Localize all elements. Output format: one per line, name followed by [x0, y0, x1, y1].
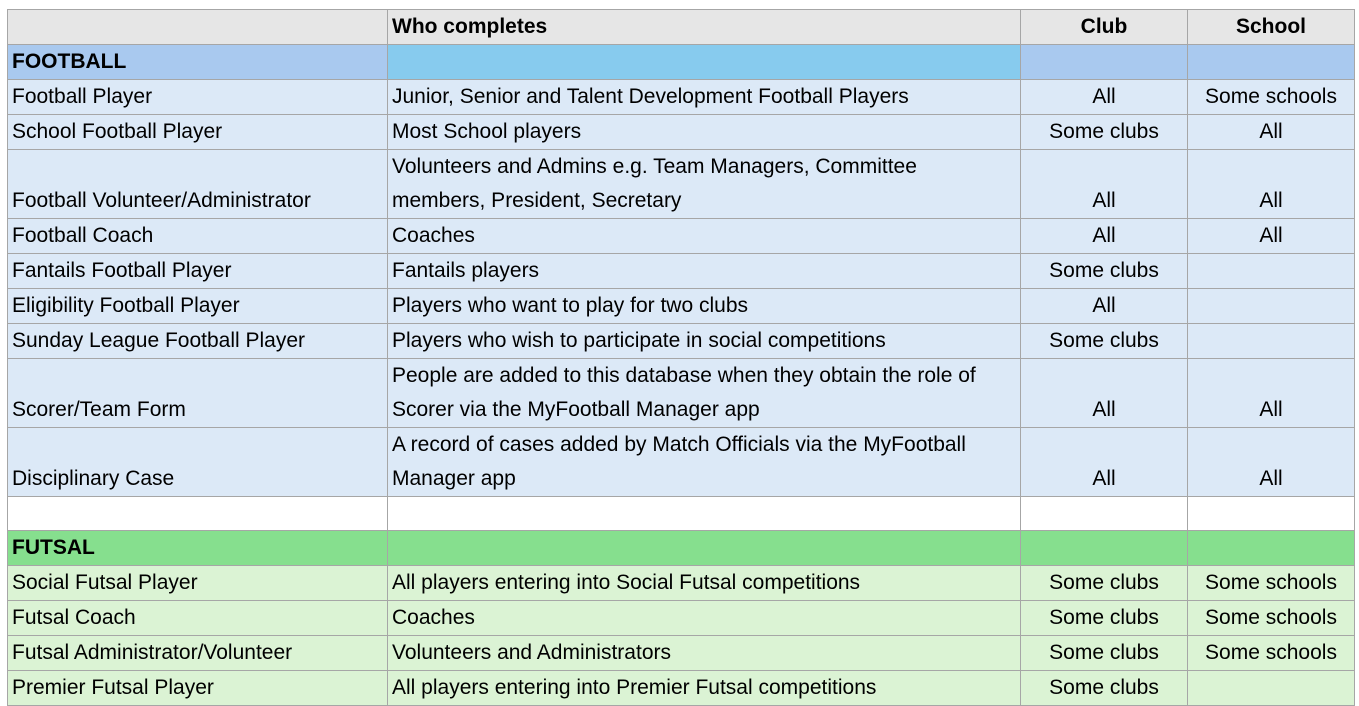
school-cell[interactable]: Some schools: [1188, 636, 1355, 671]
club-cell[interactable]: All: [1021, 359, 1188, 428]
type-cell[interactable]: Social Futsal Player: [8, 566, 388, 601]
empty-cell[interactable]: [388, 497, 1021, 531]
club-cell[interactable]: Some clubs: [1021, 601, 1188, 636]
school-cell[interactable]: Some schools: [1188, 601, 1355, 636]
type-cell[interactable]: Futsal Coach: [8, 601, 388, 636]
table-row: [8, 219, 1355, 254]
section-row-futsal: [8, 531, 1355, 566]
who-completes-cell[interactable]: Most School players: [388, 115, 1021, 150]
type-cell[interactable]: Football Volunteer/Administrator: [8, 150, 388, 219]
section-row-football: [8, 45, 1355, 80]
school-cell[interactable]: [1188, 254, 1355, 289]
who-completes-cell[interactable]: Players who want to play for two clubs: [388, 289, 1021, 324]
school-cell[interactable]: [1188, 671, 1355, 706]
club-cell[interactable]: All: [1021, 428, 1188, 497]
section-title-cell[interactable]: FOOTBALL: [8, 45, 388, 80]
school-cell[interactable]: [1188, 289, 1355, 324]
empty-cell[interactable]: [1188, 45, 1355, 80]
who-completes-cell[interactable]: All players entering into Social Futsal competitions: [388, 566, 1021, 601]
header-cell-type[interactable]: [8, 10, 388, 45]
header-cell-club[interactable]: Club: [1021, 10, 1188, 45]
type-cell[interactable]: Scorer/Team Form: [8, 359, 388, 428]
table-row: [8, 671, 1355, 706]
empty-cell[interactable]: [1021, 531, 1188, 566]
club-cell[interactable]: All: [1021, 219, 1188, 254]
header-row: [8, 10, 1355, 45]
table-row: [8, 150, 1355, 219]
empty-cell[interactable]: [388, 45, 1021, 80]
table-row: [8, 80, 1355, 115]
table-row: [8, 115, 1355, 150]
club-cell[interactable]: All: [1021, 150, 1188, 219]
table-row: [8, 566, 1355, 601]
who-completes-cell[interactable]: Volunteers and Admins e.g. Team Managers, Committee members, President, Secretary: [388, 150, 1021, 219]
who-completes-cell[interactable]: People are added to this database when they obtain the role of Scorer via the MyFootball Manager app: [388, 359, 1021, 428]
empty-cell[interactable]: [1021, 45, 1188, 80]
school-cell[interactable]: [1188, 324, 1355, 359]
who-completes-cell[interactable]: A record of cases added by Match Officials via the MyFootball Manager app: [388, 428, 1021, 497]
school-cell[interactable]: All: [1188, 219, 1355, 254]
who-completes-cell[interactable]: Junior, Senior and Talent Development Football Players: [388, 80, 1021, 115]
who-completes-cell[interactable]: Coaches: [388, 219, 1021, 254]
header-cell-who-completes[interactable]: Who completes: [388, 10, 1021, 45]
table-row: [8, 636, 1355, 671]
type-cell[interactable]: Futsal Administrator/Volunteer: [8, 636, 388, 671]
empty-cell[interactable]: [8, 497, 388, 531]
table-row: [8, 289, 1355, 324]
club-cell[interactable]: Some clubs: [1021, 254, 1188, 289]
who-completes-cell[interactable]: Volunteers and Administrators: [388, 636, 1021, 671]
school-cell[interactable]: Some schools: [1188, 80, 1355, 115]
type-cell[interactable]: Disciplinary Case: [8, 428, 388, 497]
type-cell[interactable]: Fantails Football Player: [8, 254, 388, 289]
club-cell[interactable]: Some clubs: [1021, 636, 1188, 671]
table-row: [8, 428, 1355, 497]
section-title-cell[interactable]: FUTSAL: [8, 531, 388, 566]
spreadsheet-table: [7, 9, 1355, 706]
club-cell[interactable]: Some clubs: [1021, 324, 1188, 359]
table-row: [8, 254, 1355, 289]
school-cell[interactable]: All: [1188, 428, 1355, 497]
who-completes-cell[interactable]: All players entering into Premier Futsal competitions: [388, 671, 1021, 706]
type-cell[interactable]: Eligibility Football Player: [8, 289, 388, 324]
empty-cell[interactable]: [388, 531, 1021, 566]
club-cell[interactable]: All: [1021, 289, 1188, 324]
school-cell[interactable]: All: [1188, 115, 1355, 150]
type-cell[interactable]: Football Coach: [8, 219, 388, 254]
empty-cell[interactable]: [1188, 497, 1355, 531]
school-cell[interactable]: Some schools: [1188, 566, 1355, 601]
empty-cell[interactable]: [1021, 497, 1188, 531]
school-cell[interactable]: All: [1188, 359, 1355, 428]
table-row: [8, 601, 1355, 636]
blank-row: [8, 497, 1355, 531]
header-cell-school[interactable]: School: [1188, 10, 1355, 45]
who-completes-cell[interactable]: Coaches: [388, 601, 1021, 636]
type-cell[interactable]: Sunday League Football Player: [8, 324, 388, 359]
empty-cell[interactable]: [1188, 531, 1355, 566]
club-cell[interactable]: Some clubs: [1021, 566, 1188, 601]
type-cell[interactable]: Premier Futsal Player: [8, 671, 388, 706]
club-cell[interactable]: All: [1021, 80, 1188, 115]
club-cell[interactable]: Some clubs: [1021, 115, 1188, 150]
type-cell[interactable]: Football Player: [8, 80, 388, 115]
club-cell[interactable]: Some clubs: [1021, 671, 1188, 706]
table-row: [8, 324, 1355, 359]
school-cell[interactable]: All: [1188, 150, 1355, 219]
table-row: [8, 359, 1355, 428]
type-cell[interactable]: School Football Player: [8, 115, 388, 150]
who-completes-cell[interactable]: Players who wish to participate in social competitions: [388, 324, 1021, 359]
who-completes-cell[interactable]: Fantails players: [388, 254, 1021, 289]
